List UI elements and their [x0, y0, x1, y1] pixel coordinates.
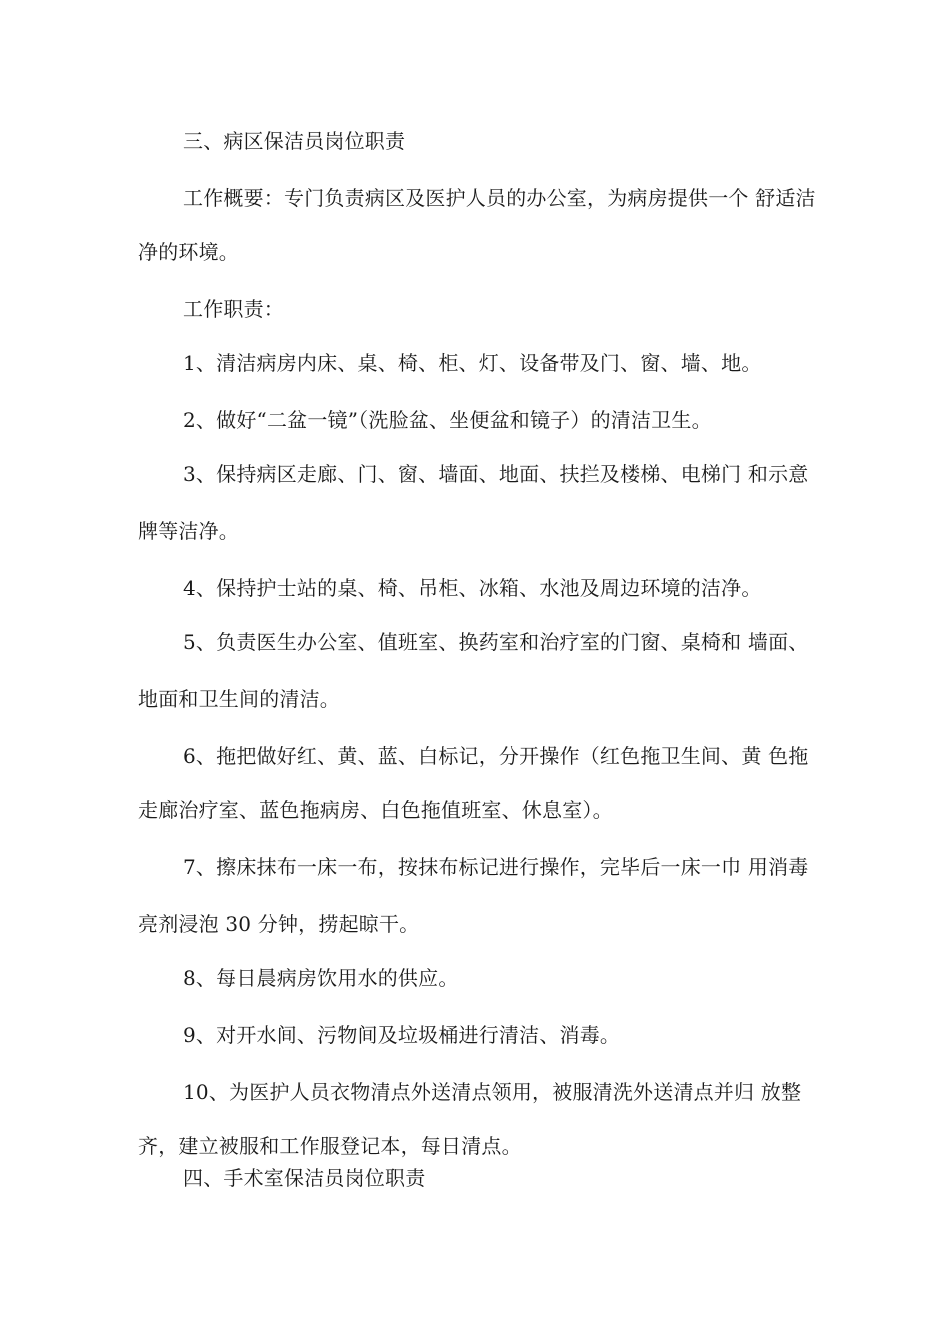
duty-item-3-line-1: 3、保持病区走廊、门、窗、墙面、地面、扶拦及楼梯、电梯门 和示意 [183, 462, 809, 486]
duty-item-10-line-1: 10、为医护人员衣物清点外送清点领用，被服清洗外送清点并归 放整 [183, 1080, 802, 1104]
duty-item-8: 8、每日晨病房饮用水的供应。 [183, 966, 459, 990]
duty-item-3-line-2: 牌等洁净。 [138, 519, 239, 543]
duties-heading: 工作职责： [183, 297, 284, 321]
duty-item-10-line-2: 齐，建立被服和工作服登记本，每日清点。 [138, 1134, 522, 1158]
duty-item-5-line-2: 地面和卫生间的清洁。 [138, 687, 340, 711]
overview-paragraph-line-2: 净的环境。 [138, 240, 239, 264]
duty-item-1: 1、清洁病房内床、桌、椅、柜、灯、设备带及门、窗、墙、地。 [183, 351, 762, 375]
duty-item-6-line-1: 6、拖把做好红、黄、蓝、白标记，分开操作（红色拖卫生间、黄 色拖 [183, 744, 809, 768]
duty-item-7-line-2: 亮剂浸泡 30 分钟，捞起晾干。 [138, 912, 420, 936]
duty-item-6-line-2: 走廊治疗室、蓝色拖病房、白色拖值班室、休息室）。 [138, 798, 613, 822]
overview-paragraph-line-1: 工作概要：专门负责病区及医护人员的办公室，为病房提供一个 舒适洁 [183, 186, 816, 210]
section-3-heading: 三、病区保洁员岗位职责 [183, 129, 406, 153]
duty-item-2: 2、做好“二盆一镜”（洗脸盆、坐便盆和镜子）的清洁卫生。 [183, 408, 712, 432]
duty-item-9: 9、对开水间、污物间及垃圾桶进行清洁、消毒。 [183, 1023, 621, 1047]
section-4-heading: 四、手术室保洁员岗位职责 [183, 1166, 426, 1190]
duty-item-4: 4、保持护士站的桌、椅、吊柜、冰箱、水池及周边环境的洁净。 [183, 576, 762, 600]
duty-item-7-line-1: 7、擦床抹布一床一布，按抹布标记进行操作，完毕后一床一巾 用消毒 [183, 855, 809, 879]
duty-item-5-line-1: 5、负责医生办公室、值班室、换药室和治疗室的门窗、桌椅和 墙面、 [183, 630, 809, 654]
